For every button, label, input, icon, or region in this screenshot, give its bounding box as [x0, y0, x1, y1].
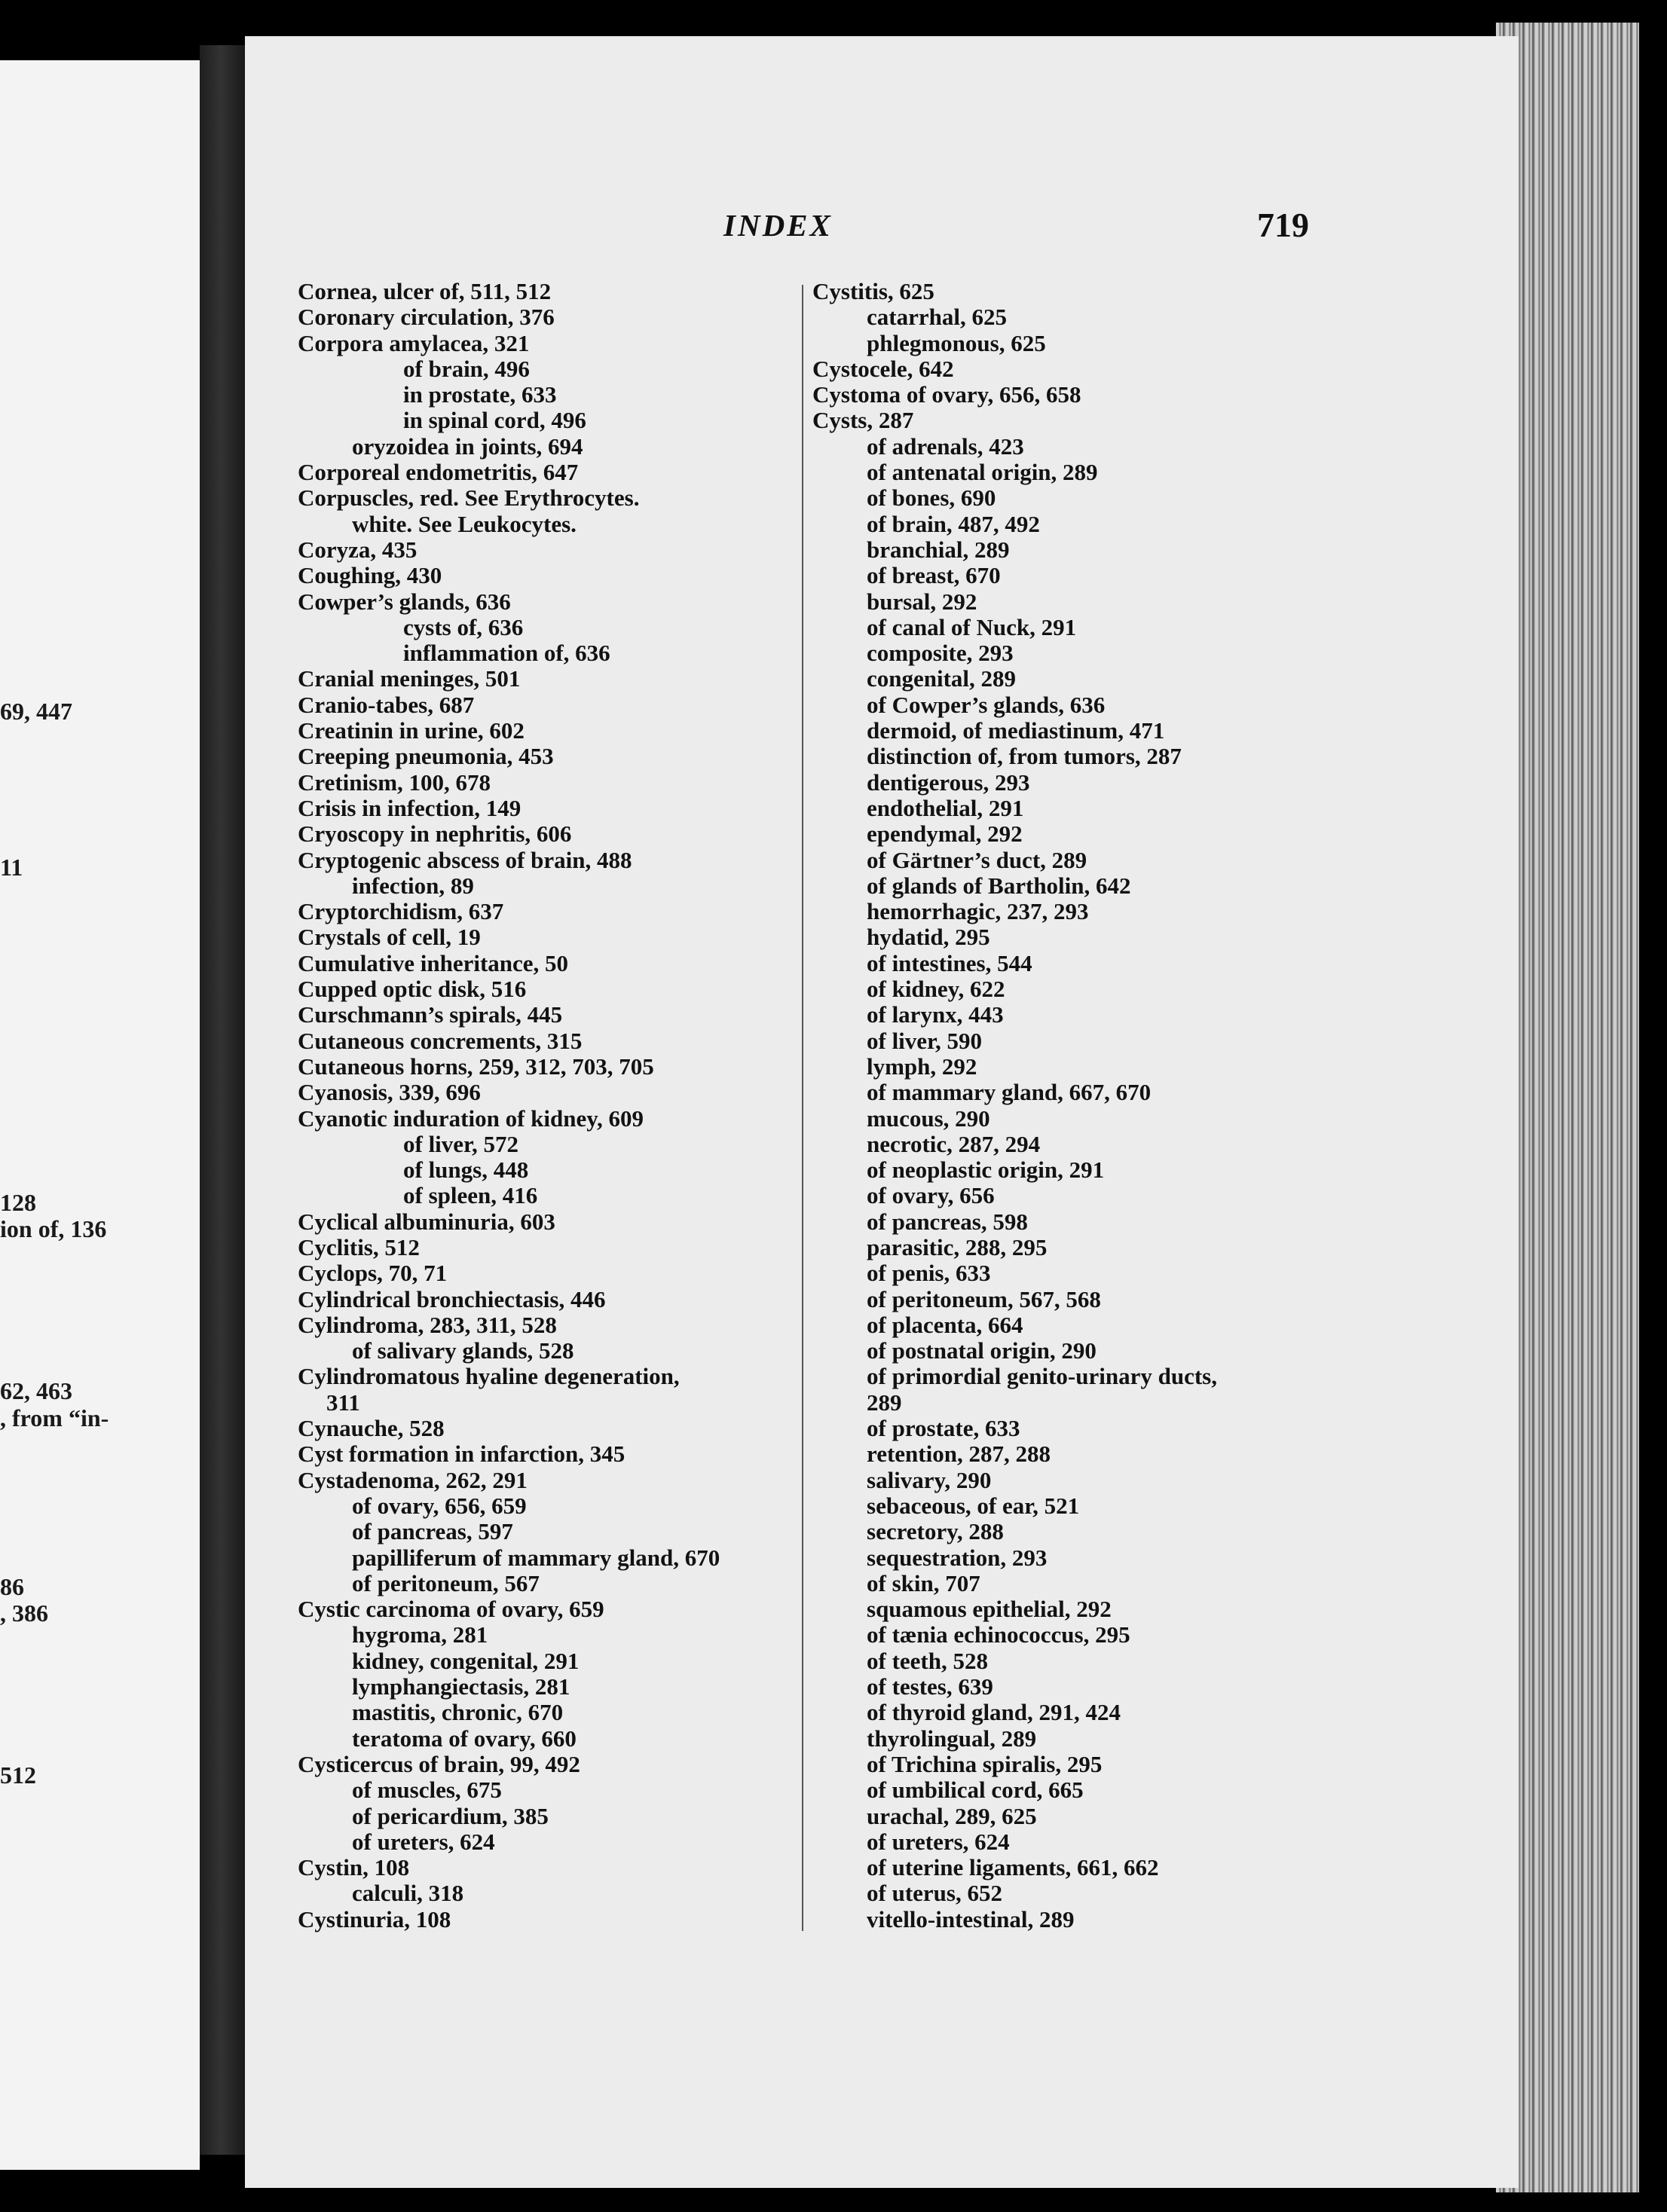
index-entry: of antenatal origin, 289 — [867, 459, 1098, 486]
index-entry: of muscles, 675 — [352, 1777, 502, 1804]
index-entry: lymph, 292 — [867, 1053, 977, 1080]
index-entry: of peritoneum, 567, 568 — [867, 1285, 1101, 1312]
prev-page-fragment: 69, 447 — [0, 698, 72, 725]
index-entry: Coryza, 435 — [298, 536, 418, 563]
index-entry: of prostate, 633 — [867, 1415, 1020, 1442]
index-entry: of larynx, 443 — [867, 1001, 1004, 1028]
index-entry: of skin, 707 — [867, 1569, 980, 1596]
index-entry: Corpora amylacea, 321 — [298, 329, 530, 356]
index-entry: retention, 287, 288 — [867, 1441, 1051, 1468]
index-entry: Cylindrical bronchiectasis, 446 — [298, 1285, 606, 1312]
index-entry: of thyroid gland, 291, 424 — [867, 1699, 1121, 1726]
index-entry: Cystin, 108 — [298, 1854, 410, 1881]
index-entry: Cynauche, 528 — [298, 1415, 445, 1442]
index-entry: Cranial meninges, 501 — [298, 665, 521, 692]
index-entry: Cystocele, 642 — [812, 355, 954, 382]
index-entry: necrotic, 287, 294 — [867, 1130, 1041, 1157]
index-entry: of ovary, 656, 659 — [352, 1492, 527, 1519]
index-entry: of brain, 496 — [403, 355, 530, 382]
index-entry: Cylindroma, 283, 311, 528 — [298, 1311, 557, 1338]
index-entry: Cornea, ulcer of, 511, 512 — [298, 278, 552, 304]
index-entry: of adrenals, 423 — [867, 432, 1024, 460]
prev-page-fragment: ion of, 136 — [0, 1215, 107, 1242]
index-entry: of lungs, 448 — [403, 1156, 529, 1184]
index-entry: inflammation of, 636 — [403, 640, 610, 667]
index-entry: secretory, 288 — [867, 1518, 1004, 1545]
index-entry: Cretinism, 100, 678 — [298, 768, 491, 796]
index-entry: of uterine ligaments, 661, 662 — [867, 1854, 1159, 1881]
index-entry: of Cowper’s glands, 636 — [867, 691, 1106, 718]
index-entry: of ureters, 624 — [867, 1828, 1010, 1855]
index-entry: mucous, 290 — [867, 1104, 990, 1132]
index-entry: Cyanotic induration of kidney, 609 — [298, 1104, 644, 1132]
index-entry: Cyclops, 70, 71 — [298, 1260, 448, 1287]
index-entry: of peritoneum, 567 — [352, 1569, 540, 1596]
index-entry: of testes, 639 — [867, 1673, 993, 1700]
index-entry: Cyclitis, 512 — [298, 1233, 420, 1260]
index-entry: Cyanosis, 339, 696 — [298, 1079, 481, 1106]
index-entry: Creatinin in urine, 602 — [298, 717, 525, 744]
index-entry: Curschmann’s spirals, 445 — [298, 1001, 563, 1028]
index-entry: cysts of, 636 — [403, 613, 524, 640]
index-entry: of kidney, 622 — [867, 976, 1005, 1003]
index-entry: of tænia echinococcus, 295 — [867, 1621, 1130, 1648]
index-entry: of ovary, 656 — [867, 1182, 995, 1209]
index-entry: of postnatal origin, 290 — [867, 1337, 1097, 1364]
index-entry: of liver, 572 — [403, 1130, 518, 1157]
index-entry: Cystic carcinoma of ovary, 659 — [298, 1596, 604, 1623]
index-entry: in prostate, 633 — [403, 381, 557, 408]
index-entry: parasitic, 288, 295 — [867, 1233, 1048, 1260]
index-entry: of pericardium, 385 — [352, 1802, 549, 1829]
index-entry: of canal of Nuck, 291 — [867, 613, 1077, 640]
previous-page-edge — [0, 60, 200, 2170]
index-entry: Cutaneous concrements, 315 — [298, 1027, 583, 1054]
index-entry: Coughing, 430 — [298, 562, 442, 589]
index-entry: Coronary circulation, 376 — [298, 304, 555, 331]
index-entry: mastitis, chronic, 670 — [352, 1699, 564, 1726]
prev-page-fragment: 128 — [0, 1189, 36, 1216]
index-entry: kidney, congenital, 291 — [352, 1647, 580, 1674]
index-entry: oryzoidea in joints, 694 — [352, 432, 583, 460]
prev-page-fragment: 11 — [0, 854, 23, 881]
index-entry: Corpuscles, red. See Erythrocytes. — [298, 484, 640, 512]
index-entry: Cylindromatous hyaline degeneration, — [298, 1363, 680, 1390]
prev-page-fragment: 512 — [0, 1761, 36, 1789]
index-entry: composite, 293 — [867, 640, 1014, 667]
index-entry: hydatid, 295 — [867, 924, 990, 951]
index-entry: of ureters, 624 — [352, 1828, 495, 1855]
index-entry: catarrhal, 625 — [867, 304, 1007, 331]
index-entry: of teeth, 528 — [867, 1647, 988, 1674]
index-entry: calculi, 318 — [352, 1880, 464, 1907]
index-entry: Cystadenoma, 262, 291 — [298, 1466, 528, 1493]
index-entry: Crystals of cell, 19 — [298, 924, 481, 951]
index-entry: Cryoscopy in nephritis, 606 — [298, 820, 572, 848]
index-entry: distinction of, from tumors, 287 — [867, 743, 1182, 770]
index-entry: Cryptogenic abscess of brain, 488 — [298, 846, 632, 873]
index-entry: Cryptorchidism, 637 — [298, 898, 504, 925]
index-entry: Cystoma of ovary, 656, 658 — [812, 381, 1081, 408]
index-entry: dermoid, of mediastinum, 471 — [867, 717, 1165, 744]
index-entry: Crisis in infection, 149 — [298, 794, 522, 821]
index-entry: Cowper’s glands, 636 — [298, 588, 511, 615]
index-entry: of bones, 690 — [867, 484, 996, 512]
prev-page-fragment: , from “in- — [0, 1404, 109, 1431]
index-entry: squamous epithelial, 292 — [867, 1596, 1112, 1623]
index-entry: Creeping pneumonia, 453 — [298, 743, 554, 770]
index-column-right — [812, 279, 1340, 1932]
index-entry: Cutaneous horns, 259, 312, 703, 705 — [298, 1053, 654, 1080]
index-entry: of umbilical cord, 665 — [867, 1777, 1084, 1804]
index-entry: phlegmonous, 625 — [867, 329, 1046, 356]
index-entry: Cranio-tabes, 687 — [298, 691, 475, 718]
index-entry: of brain, 487, 492 — [867, 510, 1040, 537]
index-entry: of uterus, 652 — [867, 1880, 1002, 1907]
index-entry: infection, 89 — [352, 872, 474, 899]
index-entry: papilliferum of mammary gland, 670 — [352, 1544, 720, 1571]
index-entry: of primordial genito-urinary ducts, — [867, 1363, 1217, 1390]
index-entry: dentigerous, 293 — [867, 768, 1030, 796]
index-entry: Cumulative inheritance, 50 — [298, 949, 569, 976]
index-entry: of Gärtner’s duct, 289 — [867, 846, 1087, 873]
index-entry: ependymal, 292 — [867, 820, 1023, 848]
index-entry: sequestration, 293 — [867, 1544, 1048, 1571]
index-entry: of penis, 633 — [867, 1260, 991, 1287]
index-entry: of intestines, 544 — [867, 949, 1032, 976]
index-entry: Cysts, 287 — [812, 407, 914, 434]
index-entry: of pancreas, 598 — [867, 1208, 1028, 1235]
index-entry: lymphangiectasis, 281 — [352, 1673, 570, 1700]
index-entry: endothelial, 291 — [867, 794, 1024, 821]
index-entry: in spinal cord, 496 — [403, 407, 586, 434]
index-entry: of glands of Bartholin, 642 — [867, 872, 1131, 899]
index-entry: sebaceous, of ear, 521 — [867, 1492, 1080, 1519]
index-entry: of placenta, 664 — [867, 1311, 1023, 1338]
index-entry: bursal, 292 — [867, 588, 977, 615]
index-entry: of liver, 590 — [867, 1027, 982, 1054]
index-entry: Corporeal endometritis, 647 — [298, 459, 579, 486]
index-entry: hemorrhagic, 237, 293 — [867, 898, 1089, 925]
index-entry: of Trichina spiralis, 295 — [867, 1750, 1103, 1777]
index-entry: of pancreas, 597 — [352, 1518, 513, 1545]
index-entry: Cystinuria, 108 — [298, 1905, 451, 1932]
index-entry: of breast, 670 — [867, 562, 1001, 589]
prev-page-fragment: 62, 463 — [0, 1377, 72, 1404]
index-entry: Cyclical albuminuria, 603 — [298, 1208, 555, 1235]
index-entry: 289 — [867, 1389, 902, 1416]
running-head: INDEX — [723, 208, 833, 243]
index-entry: of salivary glands, 528 — [352, 1337, 574, 1364]
index-entry: thyrolingual, 289 — [867, 1725, 1037, 1752]
index-entry: white. See Leukocytes. — [352, 510, 577, 537]
index-entry: Cupped optic disk, 516 — [298, 976, 527, 1003]
index-entry: salivary, 290 — [867, 1466, 992, 1493]
index-column-left — [298, 279, 810, 1932]
index-entry: Cyst formation in infarction, 345 — [298, 1441, 626, 1468]
index-entry: of mammary gland, 667, 670 — [867, 1079, 1152, 1106]
index-entry: Cysticercus of brain, 99, 492 — [298, 1750, 580, 1777]
index-entry: urachal, 289, 625 — [867, 1802, 1037, 1829]
prev-page-fragment: 86 — [0, 1573, 24, 1600]
index-entry: hygroma, 281 — [352, 1621, 488, 1648]
page-number: 719 — [1257, 206, 1309, 244]
index-entry: teratoma of ovary, 660 — [352, 1725, 577, 1752]
index-entry: Cystitis, 625 — [812, 278, 934, 304]
index-entry: of neoplastic origin, 291 — [867, 1156, 1105, 1184]
index-entry: vitello-intestinal, 289 — [867, 1905, 1075, 1932]
prev-page-fragment: , 386 — [0, 1599, 48, 1627]
index-entry: branchial, 289 — [867, 536, 1010, 563]
index-entry: congenital, 289 — [867, 665, 1017, 692]
index-entry: of spleen, 416 — [403, 1182, 538, 1209]
index-entry: 311 — [326, 1389, 360, 1416]
